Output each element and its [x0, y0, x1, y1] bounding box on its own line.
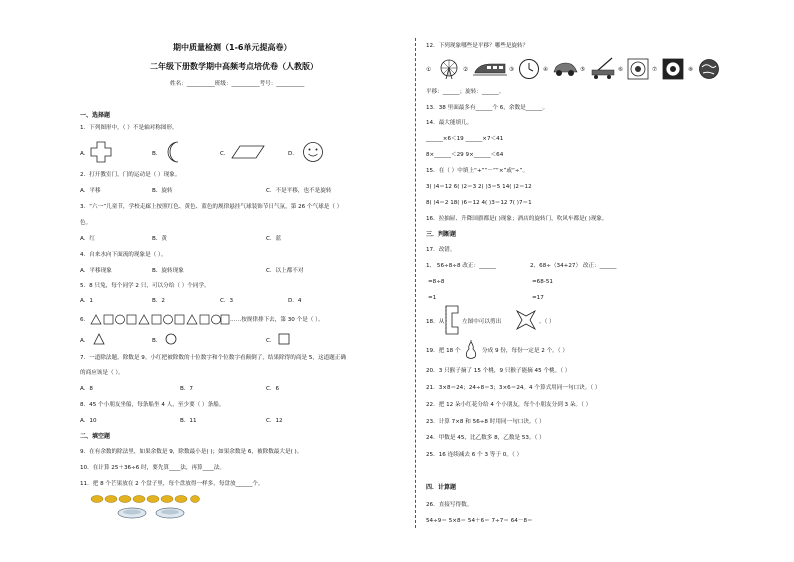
question-14: 14．最大能填几。	[426, 120, 473, 126]
high-speed-train-icon	[473, 60, 507, 78]
q2-option-a: A．平移	[80, 188, 101, 194]
q2-option-b: B．旋转	[152, 188, 173, 194]
square-shape-icon	[278, 333, 290, 345]
right-column	[426, 0, 756, 562]
q12-answer-line: 平移：______；旋转：______。	[426, 89, 505, 95]
crescent-moon-icon	[164, 140, 184, 164]
section-judge-heading: 三．判断题	[426, 231, 457, 238]
question-17: 17．改错。	[426, 247, 456, 253]
question-6-number: 6．	[80, 317, 90, 323]
question-7-line2: 的商应该是（ ）。	[80, 370, 124, 376]
section-calc-heading: 四．计算题	[426, 484, 457, 491]
cross-shape-icon	[90, 141, 112, 163]
question-26: 26．直接写得数。	[426, 502, 473, 508]
q8-option-c: C．12	[266, 418, 283, 424]
q1-option-a: A．	[80, 151, 90, 157]
q14-line-a: ______×6＜19 ______×7＜41	[426, 136, 504, 142]
question-3-line1: 3．“六一”儿童节，学校走廊上按照红色、黄色、蓝色的规律悬挂气球装饰节日气氛，第 26 个气球是（ ）	[80, 204, 343, 210]
question-25: 25．16 连续减去 6 个 3 等于 0。（ ）	[426, 452, 523, 458]
q19-part-a: 19．把 18 个	[426, 348, 461, 354]
q17-step-right-2: =17	[532, 295, 544, 301]
q8-option-a: A．10	[80, 418, 97, 424]
q12-label-5: ⑤	[580, 67, 586, 73]
question-23: 23．计算 7×8 和 56÷8 时用同一句口诀。（ ）	[426, 419, 545, 425]
ferris-wheel-icon	[438, 58, 460, 80]
q1-option-c: C．	[220, 151, 230, 157]
q12-label-1: ①	[426, 67, 432, 73]
q3-option-a: A．红	[80, 236, 96, 242]
q6-option-a: A．	[80, 338, 90, 344]
student-info-line: 姓名：__________班级：__________考号：__________	[170, 81, 305, 87]
speaker-icon	[662, 58, 684, 80]
q12-label-2: ②	[463, 67, 469, 73]
question-24: 24．甲数是 45，比乙数多 8，乙数是 53。（ ）	[426, 435, 545, 441]
q5-option-d: D．4	[288, 298, 302, 304]
question-9: 9．在有余数的除法里，如果余数是 9，除数最小是( )；如果余数是 6，被除数最大是( )。	[80, 449, 303, 455]
q7-option-c: C．6	[266, 386, 280, 392]
q18-part-a: 18．从	[426, 319, 445, 325]
question-22: 22．把 12 朵小红花分给 4 个小朋友，每个小朋友分到 3 朵。（ ）	[426, 402, 592, 408]
triangle-shape-icon	[93, 333, 105, 345]
q12-label-8: ⑧	[688, 67, 694, 73]
q17-step-right-1: =68-51	[532, 279, 553, 285]
q7-option-a: A．8	[80, 386, 93, 392]
q18-part-b: 左图中可以剪出	[462, 319, 502, 325]
crane-truck-icon	[590, 56, 616, 80]
question-12: 12．下列现象哪些是平移？哪些是旋转？	[426, 43, 529, 49]
column-divider	[415, 38, 416, 528]
question-13: 13．38 里面最多有______个 6，余数是______。	[426, 105, 549, 111]
question-4: 4．自来水向下面流的现象是（ ）。	[80, 252, 167, 258]
q12-label-4: ④	[543, 67, 549, 73]
folded-paper-shape-icon	[444, 305, 460, 335]
question-1: 1．下列图形中，（ ）不是轴对称图形。	[80, 125, 178, 131]
mangoes-and-plates-picture	[90, 494, 200, 520]
q5-option-b: B．2	[152, 298, 165, 304]
question-15: 15．在（ ）中填上“+”“－”“×”或“÷”。	[426, 168, 529, 174]
parallelogram-icon	[230, 144, 266, 160]
q6-option-c: C．	[266, 338, 276, 344]
exam-title: 期中质量检测（1-6单元提高卷）	[173, 43, 292, 52]
question-20: 20．3 只猴子摘了 15 个桃，9 只猴子能摘 45 个桃。（ ）	[426, 368, 571, 374]
q15-line-b: 8( )4＝2 18( )6＝12 4( )3＝12 7( )7＝1	[426, 200, 532, 206]
shape-sequence-pattern	[90, 313, 230, 325]
q17-item-1: 1、 56÷8÷8 改正：______	[426, 263, 496, 269]
q12-label-6: ⑥	[618, 67, 624, 73]
q6-option-b: B．	[152, 338, 162, 344]
q17-item-2: 2、68÷（34+27） 改正：______	[530, 263, 617, 269]
section-fill-heading: 二、填空题	[80, 433, 111, 440]
section-choice-heading: 一、选择题	[80, 112, 111, 119]
cut-out-star-shape-icon	[515, 309, 537, 331]
q4-option-b: B．旋转现象	[152, 268, 184, 274]
q1-option-b: B．	[152, 151, 162, 157]
circle-shape-icon	[165, 333, 177, 345]
q12-label-7: ⑦	[652, 67, 658, 73]
left-column	[80, 0, 425, 562]
question-2: 2．打开教室门，门的运动是（ ）现象。	[80, 172, 181, 178]
q17-step-left-2: =1	[428, 295, 437, 301]
question-21: 21．3×8＝24；24÷8＝3；3×6＝24。4 个算式用同一句口诀。（ ）	[426, 385, 601, 391]
q12-label-3: ③	[509, 67, 515, 73]
q3-option-c: C．蓝	[266, 236, 282, 242]
question-8: 8．45 个小朋友坐船，每条船坐 4 人，至少要（ ）条船。	[80, 402, 225, 408]
q17-step-left-1: =8÷8	[428, 279, 445, 285]
clock-icon	[518, 58, 540, 80]
q8-option-b: B．11	[180, 418, 197, 424]
question-7-line1: 7．一道除法题，除数是 9。小红把被除数的十位数字和个位数字看颠倒了，结果除得的商是 5，这道题正确	[80, 355, 346, 361]
pear-icon	[464, 340, 478, 360]
q18-part-c: 。（ ）	[539, 319, 555, 325]
question-5: 5．8 只兔，每个同学 2 只，可以分给（ ）个同学。	[80, 283, 210, 289]
q15-line-a: 3( )4＝12 6( )2＝3 2( )3＝5 14( )2＝12	[426, 184, 532, 190]
q5-option-c: C．3	[220, 298, 234, 304]
q5-option-a: A．1	[80, 298, 93, 304]
car-icon	[552, 60, 578, 78]
question-3-line2: 色。	[80, 220, 92, 226]
smiley-face-icon	[302, 141, 324, 163]
question-10: 10．在计算 25＋36÷6 时，要先算____法，再算____法。	[80, 465, 226, 471]
q14-line-b: 8×______＜29 9×______＜64	[426, 152, 504, 158]
q3-option-b: B．黄	[152, 236, 168, 242]
q7-option-b: B．7	[180, 386, 193, 392]
q26-expressions: 54÷9＝ 5×8＝ 54＋6＝ 7÷7＝ 64－8＝	[426, 518, 533, 524]
q19-part-b: 分成 9 份，每份一定是 2 个。（ ）	[482, 348, 568, 354]
q4-option-c: C．以上都不对	[266, 268, 304, 274]
question-6-text: ……按规律排下去，第 30 个是（ ）。	[230, 317, 324, 323]
question-16: 16．拉抽屉、升降国旗都是( )现象；酒店的旋转门，吹风车都是( )现象。	[426, 216, 608, 222]
globe-icon	[698, 58, 720, 80]
exam-subtitle: 二年级下册数学期中高频考点培优卷（人教版）	[150, 62, 318, 71]
fan-icon	[627, 58, 649, 80]
question-11: 11．把 8 个芒果放在 2 个盘子里，每个盘放得一样多，每盘放______个。	[80, 481, 264, 487]
q2-option-c: C．不是平移，也不是旋转	[266, 188, 332, 194]
q4-option-a: A．平移现象	[80, 268, 112, 274]
q1-option-d: D．	[288, 151, 298, 157]
